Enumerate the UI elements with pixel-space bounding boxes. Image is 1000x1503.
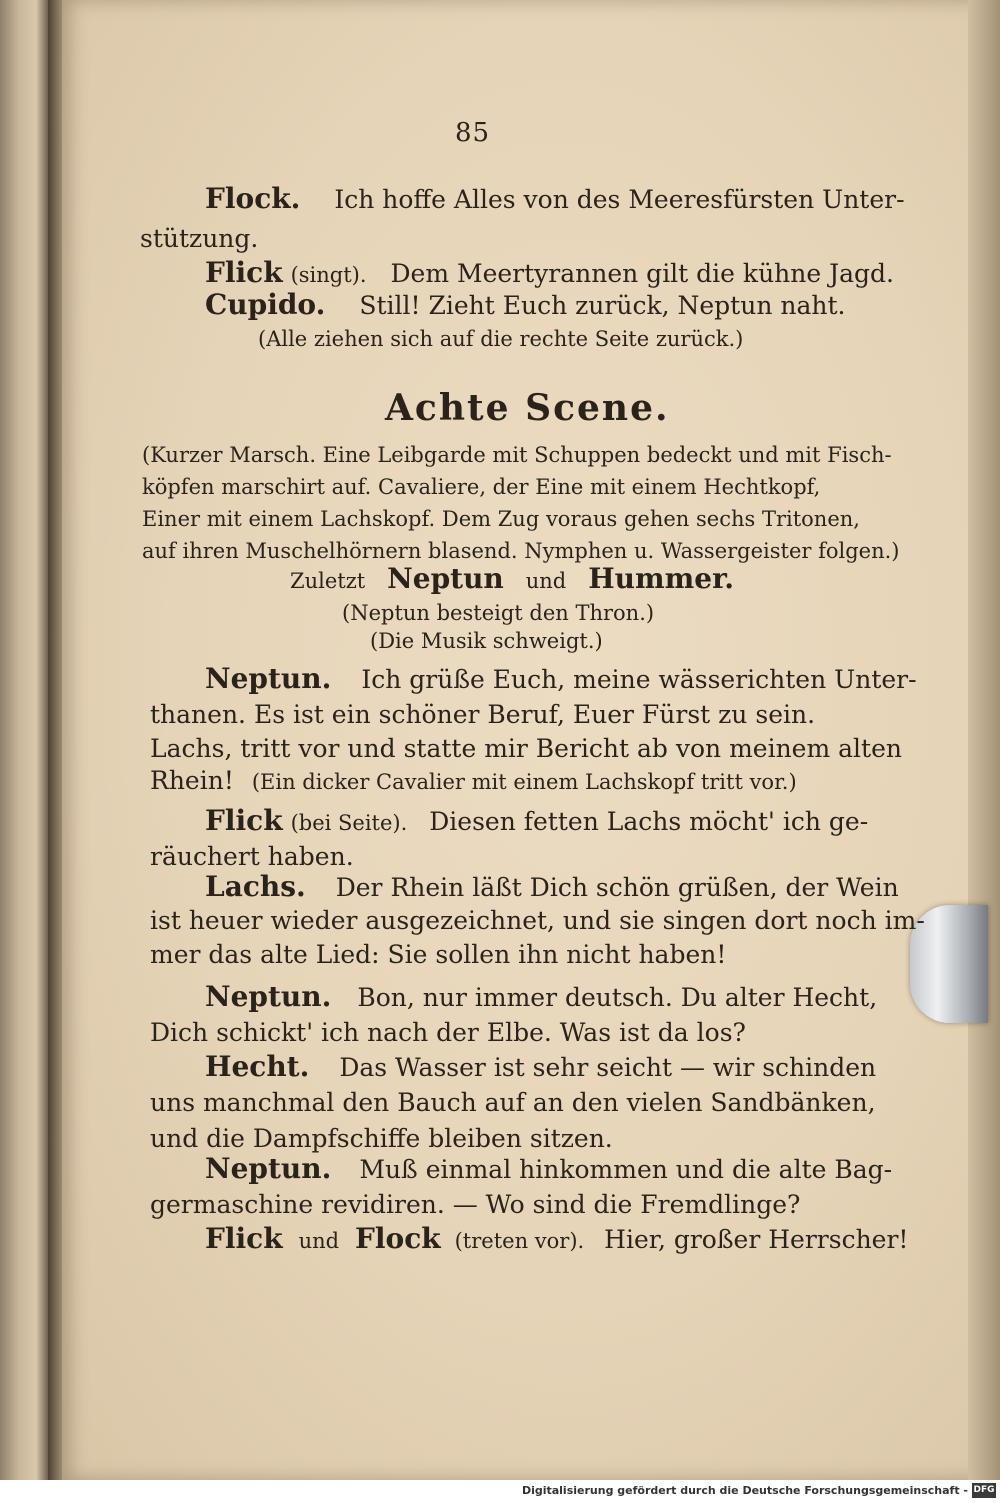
scene-heading: Achte Scene. <box>385 387 670 429</box>
speaker-name: Flick <box>205 1222 283 1255</box>
text-line: Dich schickt' ich nach der Elbe. Was ist da los? <box>150 1018 746 1047</box>
speaker-name: Neptun. <box>205 980 332 1013</box>
line-text: Hier, großer Herrscher! <box>604 1225 909 1254</box>
footer-credit: Digitalisierung gefördert durch die Deutsche Forschungsgemeinschaft - <box>521 1484 968 1497</box>
stage-direction: (Ein dicker Cavalier mit einem Lachskopf tritt vor.) <box>251 770 797 794</box>
page-number: 85 <box>455 118 491 148</box>
dfg-logo: DFG <box>972 1483 996 1498</box>
line-text: Diesen fetten Lachs möcht' ich ge- <box>429 807 869 836</box>
line-text: Ich grüße Euch, meine wässerichten Unter- <box>361 665 917 694</box>
right-page-edge <box>968 0 1000 1480</box>
stage-direction: (bei Seite). <box>290 811 408 835</box>
text-line <box>205 1224 908 1256</box>
text-line: und die Dampfschiffe bleiben sitzen. <box>150 1124 613 1153</box>
text-line: mer das alte Lied: Sie sollen ihn nicht haben! <box>150 940 727 969</box>
stage-direction: (Die Musik schweigt.) <box>370 629 603 653</box>
text-line: thanen. Es ist ein schöner Beruf, Euer Fürst zu sein. <box>150 700 816 729</box>
speaker-name: Cupido. <box>205 288 326 321</box>
text-line <box>150 766 797 797</box>
text-line <box>205 1154 892 1185</box>
left-page-edge <box>0 0 48 1503</box>
stage-direction-line: (Kurzer Marsch. Eine Leibgarde mit Schuppen bedeckt und mit Fisch- <box>142 443 892 467</box>
text-line <box>205 258 894 290</box>
speaker-name: Flick <box>205 804 283 837</box>
text-line: germaschine revidiren. — Wo sind die Fremdlinge? <box>150 1190 801 1219</box>
text-line <box>205 1052 876 1083</box>
line-text: Rhein! <box>150 766 234 795</box>
entry-conjunction: und <box>525 569 567 593</box>
stage-direction-line: Einer mit einem Lachskopf. Dem Zug voraus gehen sechs Tritonen, <box>142 507 860 531</box>
line-text: Das Wasser ist sehr seicht — wir schinden <box>339 1053 877 1082</box>
book-gutter <box>48 0 62 1503</box>
text-line <box>205 982 877 1013</box>
line-text: Dem Meertyrannen gilt die kühne Jagd. <box>390 259 894 288</box>
stage-direction: (Alle ziehen sich auf die rechte Seite zurück.) <box>258 327 744 351</box>
text-line: ist heuer wieder ausgezeichnet, und sie singen dort noch im- <box>150 906 925 935</box>
stage-direction-line: köpfen marschirt auf. Cavaliere, der Eine mit einem Hechtkopf, <box>142 475 821 499</box>
line-text: Muß einmal hinkommen und die alte Bag- <box>359 1155 893 1184</box>
speaker-name: Flock. <box>205 182 301 215</box>
line-text: Ich hoffe Alles von des Meeresfürsten Unter- <box>334 185 905 214</box>
text-line: stützung. <box>140 224 259 253</box>
character-name: Neptun <box>387 562 504 595</box>
entry-prefix: Zuletzt <box>290 569 366 593</box>
stage-direction-line: auf ihren Muschelhörnern blasend. Nymphen u. Wassergeister folgen.) <box>142 539 900 563</box>
text-line <box>205 806 868 838</box>
text-line: räuchert haben. <box>150 842 354 871</box>
entry-line <box>290 564 734 596</box>
text-line <box>205 182 905 215</box>
conjunction: und <box>298 1229 340 1253</box>
stage-direction: (singt). <box>290 263 367 287</box>
speaker-name: Lachs. <box>205 870 306 903</box>
speaker-name: Neptun. <box>205 662 332 695</box>
text-line: Lachs, tritt vor und statte mir Bericht ab von meinem alten <box>150 734 902 763</box>
stage-direction: (treten vor). <box>454 1229 585 1253</box>
text-line <box>205 872 899 903</box>
speaker-name: Flock <box>355 1222 441 1255</box>
line-text: Der Rhein läßt Dich schön grüßen, der Wein <box>335 873 899 902</box>
stage-direction: (Neptun besteigt den Thron.) <box>342 601 655 625</box>
text-line: uns manchmal den Bauch auf an den vielen Sandbänken, <box>150 1088 876 1117</box>
line-text: Bon, nur immer deutsch. Du alter Hecht, <box>357 983 878 1012</box>
speaker-name: Hecht. <box>205 1050 310 1083</box>
text-line <box>205 290 845 321</box>
speaker-name: Flick <box>205 256 283 289</box>
line-text: Still! Zieht Euch zurück, Neptun naht. <box>359 291 846 320</box>
text-line <box>205 664 917 695</box>
character-name: Hummer. <box>588 562 735 595</box>
speaker-name: Neptun. <box>205 1152 332 1185</box>
